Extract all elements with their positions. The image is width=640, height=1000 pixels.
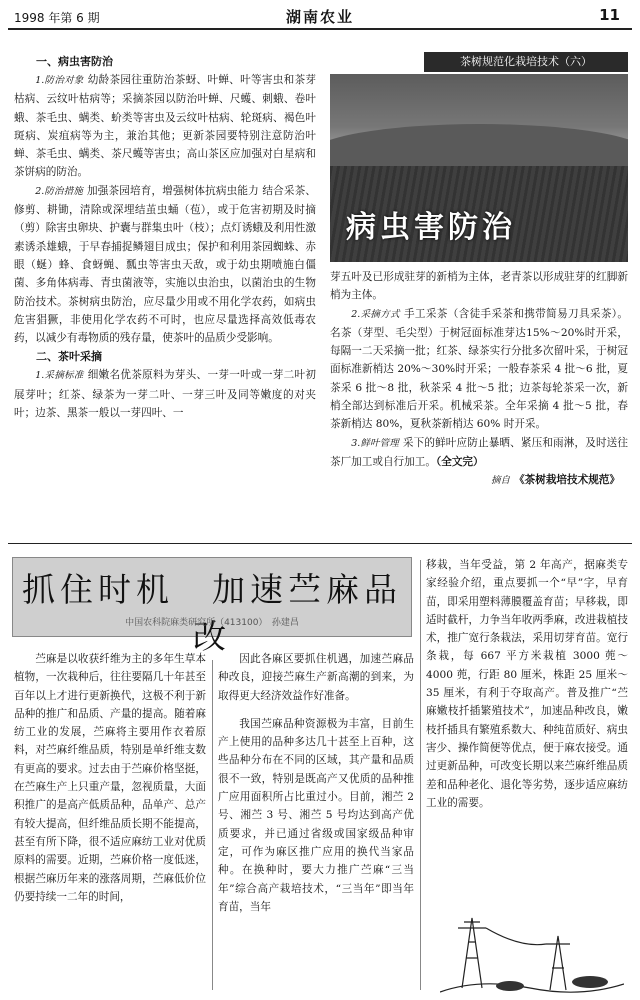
article2-banner <box>12 557 412 656</box>
para-lead: 1.防治对象 <box>35 75 84 86</box>
column-rule <box>420 560 421 990</box>
journal-title: 湖南农业 <box>285 8 354 26</box>
paragraph: 2.采摘方式 手工采茶（含徒手采茶和携带简易刀具采茶）。名茶（芽型、毛尖型）于树冠面标准芽达15%～20%时开采，每隔一二天采摘一批；红茶、绿茶实行分批多次留叶采，于树冠面标准新梢达 20%～30%时开采；一般春茶采 4 批～6 批，夏茶采 6 批～8 批，秋茶采 4 批～5 批；边茶每轮茶采一次，新梢全部达到标准后开采。机械采茶。全年采摘 4 批～5 批，春茶新梢达 80%，夏秋茶新梢达 60% 时开采。 <box>330 307 628 431</box>
source-note: 摘自 《茶树栽培技术规范》 <box>491 474 620 487</box>
paragraph: 2.防治措施 加强茶园培育，增强树体抗病虫能力 结合采茶、修剪、耕锄，清除或深埋结茧虫蛹（苞），或于危害初期及时摘（剪）除害虫卵块、护囊与群集虫叶（枝）；点灯诱蛾及利用性激素诱杀雄蛾，于早春捕捉鳞翅目成虫；保护和利用茶园蜘蛛、赤眼（蜒）蜂、食蚜蝇、瓢虫等害虫天敌，或于幼虫期喷施白僵菌、多角体病毒、青虫菌液等，实施以虫治虫，以菌治虫的生物防治技术。茶树病虫防治，应尽量少用或不用化学农药，如病虫危害猖獗，非使用化学农药不可时，也应尽量选择高效低毒农药，以减少有毒物质的残存量，使茶叶的品质少受影响。 <box>14 184 316 345</box>
page-number: 11 <box>599 6 620 24</box>
article1-left-column <box>14 52 316 422</box>
paragraph: 1.防治对象 幼龄茶园往重防治茶蚜、叶蝉、叶等害虫和茶芽枯病、云纹叶枯病等；采摘茶园以防治叶蝉、尺蠖、刺蛾、卷叶蛾、茶毛虫、螨类、蚧类等害虫及云纹叶枯病、轮斑病、褐色叶斑病、炭疽病等为主，兼治其他；更新茶园要特别注意防治叶蝉、茶毛虫、螨类、茶尺蠖等害虫；高山茶区应加强对白星病和茶饼病的防治。 <box>14 74 316 179</box>
para-lead: 2.防治措施 <box>35 185 83 197</box>
article2-byline: 中国农科院麻类研究所（413100） 孙建昌 <box>125 618 299 628</box>
article2-column-2 <box>218 650 414 916</box>
section-heading: 二、茶叶采摘 <box>36 350 102 364</box>
page-header <box>0 0 640 30</box>
para-lead: 3.鲜叶管理 <box>351 437 399 449</box>
power-tower-illustration <box>440 908 624 996</box>
article2-column-1 <box>14 650 206 906</box>
paragraph: 芽五叶及已形成驻芽的新梢为主体，老青茶以形成驻芽的红脚新梢为主体。 <box>330 271 628 302</box>
end-mark: （全文完） <box>435 455 484 468</box>
tea-field-photo <box>330 74 628 262</box>
para-lead: 1.采摘标准 <box>35 370 84 382</box>
article1-right-column <box>330 268 628 491</box>
paragraph: 1.采摘标准 细嫩名优茶原料为芽头、一芽一叶或一芽二叶初展芽叶；红茶、绿茶为一芽二叶、一芽三叶及同等嫩度的对夹叶；边茶、黑茶一般以一芽四叶、一 <box>14 369 316 420</box>
paragraph: 移栽，当年受益，第 2 年高产，据麻类专家经验介绍，重点要抓一个“早”字，早育苗，即采用塑料薄膜覆盖育苗；早移栽，即适时截杆，力争当年收两季麻，改进栽植技术，推广宽行条栽法，采用切芽育苗。宽行条栽，每 667 平方米栽植 3000 蔸～4000 蔸，行距 80 厘米，株距 25 厘米～35 厘米，有利于夺取高产。普及推广“苎麻嫩枝扦插繁殖技术”，加速品种改良，嫩枝扦插具有繁殖系数大、种纯苗质好、病虫害少、操作简便等优点，便于麻农接受。通过更新品种，可改变长期以来苎麻纤维品质差和品种老化、退化等劣势，逐步适应麻纺工业的需要。 <box>426 559 628 809</box>
paragraph: 因此各麻区要抓住机遇，加速苎麻品种改良，迎接苎麻生产新高潮的到来，为取得更大经济效益作好准备。 <box>218 653 414 702</box>
article2-title: 抓住时机 加速苎麻品改 <box>22 570 402 656</box>
issue-label: 1998 年第 6 期 <box>14 11 100 25</box>
column-rule <box>212 660 213 990</box>
article-divider <box>8 543 632 544</box>
header-rule <box>8 28 632 30</box>
series-tag: 茶树规范化栽培技术（六） <box>424 52 628 72</box>
paragraph: 苎麻是以收获纤维为主的多年生草本植物，一次栽种后，往往要隔几十年甚至百年以上才进行更新换代，这极不利于新品种的推广和品质、产量的提高。随着麻纺工业的发展，苎麻将主要用作衣着原料，对苎麻纤维品质，特别是单纤维支数有更高的要求。过去由于苎麻价格坚挺，在苎麻生产上只重产量，忽视质量，大面积推广的是高产低质品种，品单产、总产有较大提高，但纤维品质长期不能提高，甚至有所下降，很不适应麻纺工业对优质原料的需要。近期，苎麻价格一度低迷，根据苎麻历年来的涨落周期，苎麻低价位仍要持续一二年的时间， <box>14 653 206 903</box>
paragraph: 3.鲜叶管理 采下的鲜叶应防止暴晒、紧压和雨淋，及时送往茶厂加工或自行加工。（全文完） <box>330 436 628 468</box>
para-lead: 2.采摘方式 <box>351 308 400 320</box>
photo-title: 病虫害防治 <box>346 210 516 245</box>
article2-column-3 <box>426 556 628 812</box>
paragraph: 我国苎麻品种资源极为丰富，目前生产上使用的品种多达几十甚至上百种，这些品种分布在不同的区域，其产量和品质很不一致，特别是既高产又优质的品种推广应用面积所占比重过小。目前，湘苎 2 号、湘苎 3 号、湘苎 5 号均达到高产优质要求，并已通过省级或国家级品种审定，可作为麻区推广应用的换代当家品种。在换种时，要大力推广苎麻“三当年”综合高产栽培技术，“三当年”即当年育苗，当年 <box>218 717 414 913</box>
section-heading: 一、病虫害防治 <box>36 55 113 68</box>
